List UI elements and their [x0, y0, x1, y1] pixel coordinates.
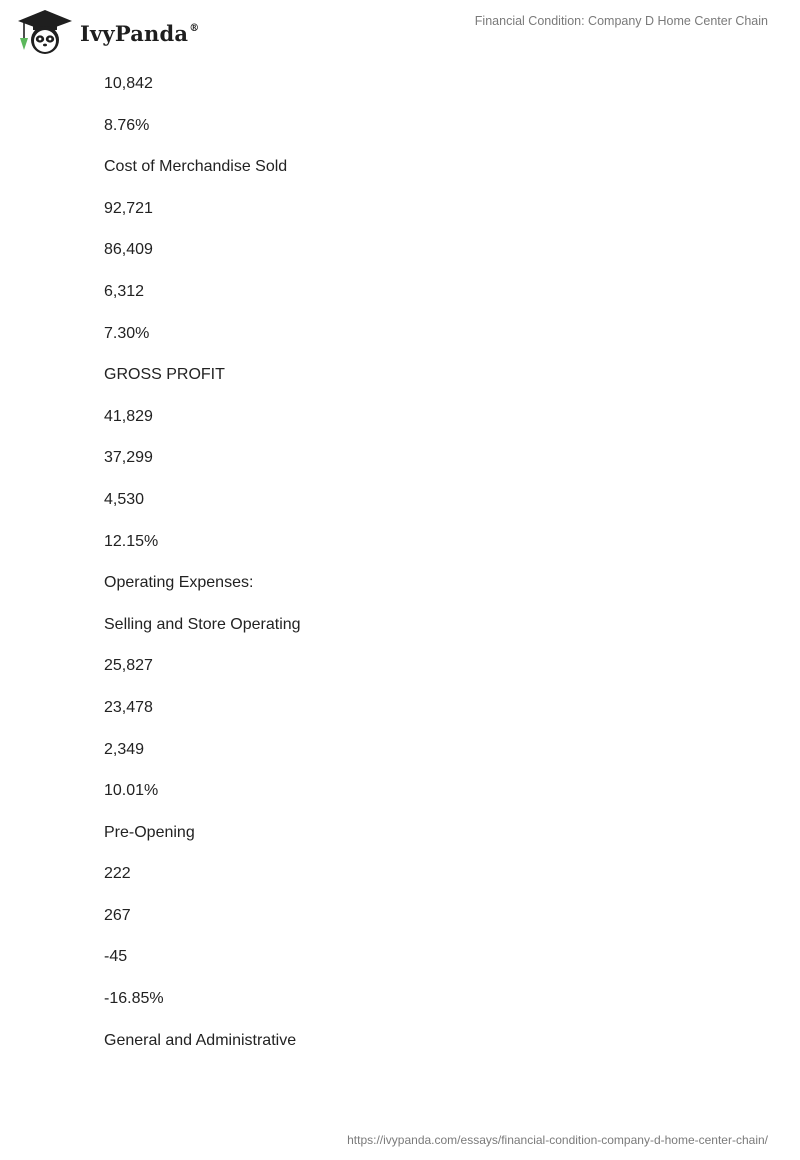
- table-cell-line: -16.85%: [104, 990, 164, 1008]
- table-cell-line: Selling and Store Operating: [104, 615, 301, 633]
- brand-text: IvyPanda: [80, 20, 189, 46]
- table-cell-line: 37,299: [104, 449, 153, 467]
- table-cell-line: 12.15%: [104, 532, 159, 550]
- table-cell-line: 4,530: [104, 490, 145, 508]
- graduation-panda-icon: [16, 8, 74, 56]
- source-url-link[interactable]: https://ivypanda.com/essays/financial-condition-company-d-home-center-chain/: [347, 1133, 768, 1147]
- table-cell-line: GROSS PROFIT: [104, 366, 225, 384]
- document-body: [104, 74, 704, 1072]
- document-title: Financial Condition: Company D Home Center Chain: [474, 14, 768, 28]
- table-cell-line: 41,829: [104, 407, 153, 425]
- table-cell-line: 23,478: [104, 698, 153, 716]
- table-cell-line: 2,349: [104, 740, 145, 758]
- table-cell-line: 7.30%: [104, 324, 150, 342]
- table-cell-line: 86,409: [104, 241, 153, 259]
- table-cell-line: 10.01%: [104, 782, 159, 800]
- table-cell-line: 10,842: [104, 75, 153, 92]
- table-cell-line: Cost of Merchandise Sold: [104, 158, 288, 176]
- registered-mark: ®: [189, 22, 200, 34]
- table-cell-line: 6,312: [104, 282, 145, 300]
- table-cell-line: 92,721: [104, 199, 153, 217]
- table-cell-line: Pre-Opening: [104, 823, 195, 841]
- site-logo[interactable]: [16, 8, 199, 56]
- table-cell-line: General and Administrative: [104, 1031, 297, 1049]
- brand-name: [80, 21, 199, 46]
- table-cell-line: 222: [104, 865, 131, 883]
- table-cell-line: 267: [104, 906, 131, 924]
- table-cell-line: -45: [104, 948, 128, 966]
- table-cell-line: Operating Expenses:: [104, 574, 254, 592]
- table-cell-line: 25,827: [104, 657, 153, 675]
- table-cell-line: 8.76%: [104, 116, 150, 134]
